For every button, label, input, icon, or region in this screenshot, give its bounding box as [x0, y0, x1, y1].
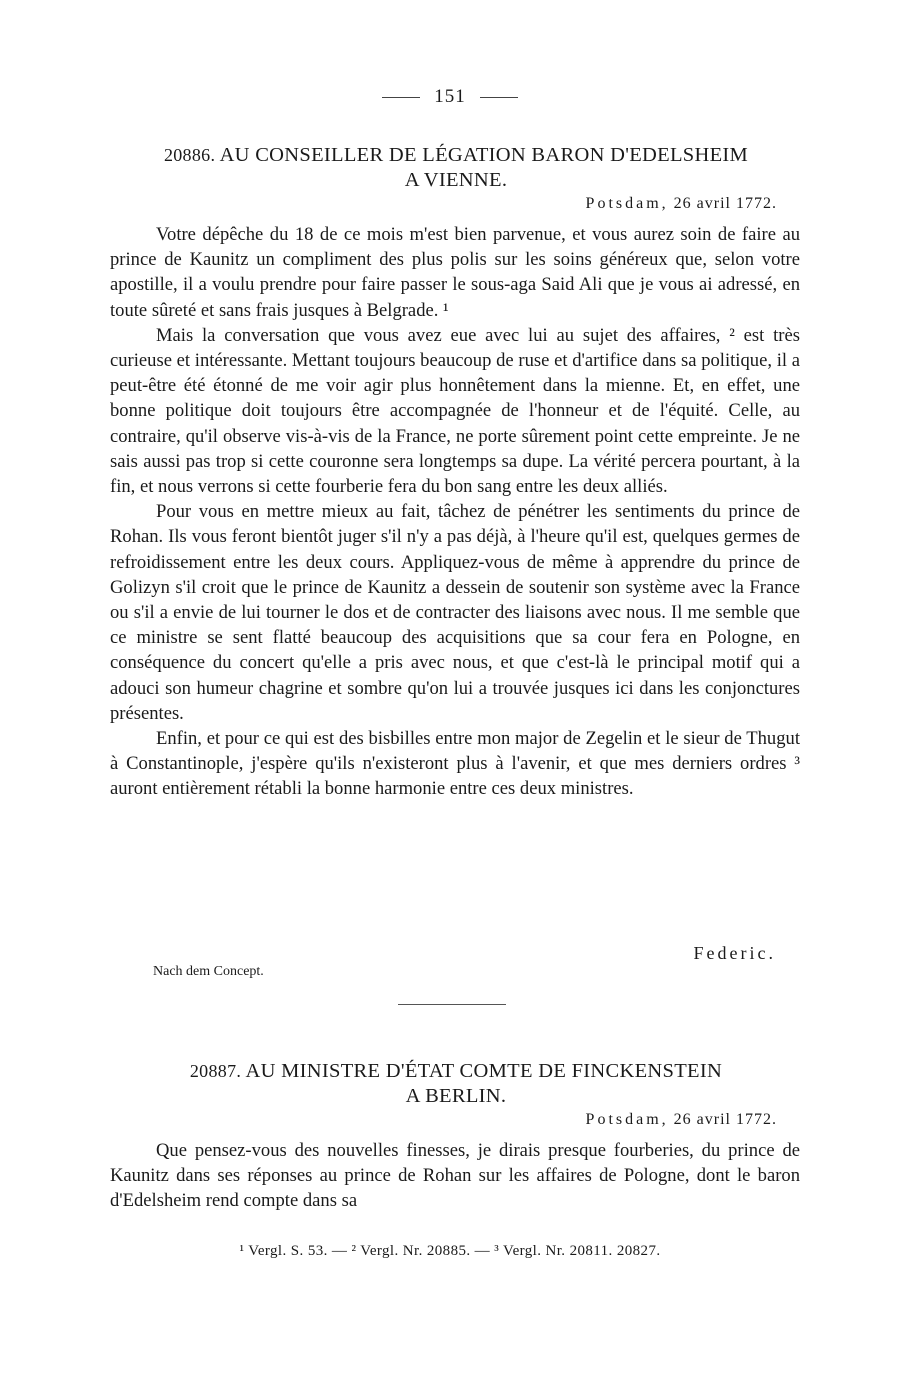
letter1-source: Nach dem Concept. [153, 964, 264, 979]
letter2-date: 26 avril 1772. [673, 1111, 777, 1128]
page-number-text: 151 [434, 86, 466, 107]
section-divider [398, 1004, 506, 1005]
letter1-title-line2: A VIENNE. [404, 169, 508, 191]
letter1-paragraph: Mais la conversation que vous avez eue avec lui au sujet des affaires, ² est très curieuse et intéressante. Mettant toujours beaucoup de ruse et d'artifice dans sa politique, il a peut-être été étonné de me voir agir plus honnêtement dans la mienne. Et, en effet, une bonne politique doit toujours être accompagnée de l'honneur et de l'équité. Celle, au contraire, qu'il observe vis-à-vis de la France, ne porte sûrement point cette empreinte. Je ne sais aussi pas trop si cette couronne sera longtemps sa dupe. La vérité percera pourtant, à la fin, et nous verrons si cette fourberie fera du bon sang entre les deux alliés. [110, 324, 800, 498]
letter2-paragraph: Que pensez-vous des nouvelles finesses, je dirais presque fourberies, du prince de Kaunitz dans ses réponses au prince de Rohan sur les affaires de Pologne, dont le baron d'Edelsheim rend compte dans sa [110, 1140, 800, 1212]
letter1-paragraph: Votre dépêche du 18 de ce mois m'est bien parvenue, et vous aurez soin de faire au prince de Kaunitz un compliment des plus polis sur les soins généreux que, selon votre apostille, il a voulu prendre pour faire passer le sous-aga Said Ali que je vous ai adressé, en toute sûreté et sans frais jusques à Belgrade. ¹ [110, 224, 800, 321]
page-number-dash-left [382, 97, 420, 98]
letter1-title-line1: AU CONSEILLER DE LÉGATION BARON D'EDELSHEIM [219, 144, 749, 166]
letter1-place: Potsdam, [585, 195, 669, 212]
letter2-place: Potsdam, [585, 1111, 669, 1128]
letter1-paragraph: Pour vous en mettre mieux au fait, tâchez de pénétrer les sentiments du prince de Rohan. Ils vous feront bientôt juger s'il n'y a pas déjà, à l'heure qu'il est, quelques germes de refroidissement entre les deux cours. Appliquez-vous de même à apprendre du prince de Golizyn s'il croit que le prince de Kaunitz a dessein de soutenir son système avec la France ou s'il a envie de lui tourner le dos et de contracter des liaisons avec nous. Il me semble que ce ministre se sent flatté beaucoup des acquisitions que sa cour fera en Pologne, en conséquence du concert qu'elle a pris avec nous, et que c'est-là le principal motif qui a adouci son humeur chagrine et sombre qu'on lui a trouvée jusques ici dans les conjonctures présentes. [110, 501, 800, 724]
footnotes: ¹ Vergl. S. 53. — ² Vergl. Nr. 20885. — ³ Vergl. Nr. 20811. 20827. [239, 1243, 661, 1259]
letter2-dateline [586, 1111, 777, 1129]
letter1-signature: Federic. [693, 943, 776, 963]
letter1-body [110, 222, 800, 802]
page-number [0, 86, 900, 108]
letter1-date: 26 avril 1772. [673, 195, 777, 212]
letter2-number: 20887. [189, 1061, 242, 1081]
letter2-title-line2: A BERLIN. [405, 1085, 507, 1107]
letter2-body [110, 1138, 800, 1214]
letter1-dateline [586, 195, 777, 213]
letter2-title-line1: AU MINISTRE D'ÉTAT COMTE DE FINCKENSTEIN [245, 1060, 723, 1082]
letter1-heading [110, 143, 802, 193]
letter2-heading [110, 1059, 802, 1109]
letter1-number: 20886. [163, 145, 216, 165]
page-number-dash-right [480, 97, 518, 98]
letter1-paragraph: Enfin, et pour ce qui est des bisbilles entre mon major de Zegelin et le sieur de Thugut à Constantinople, j'espère qu'ils n'existeront plus à l'avenir, et que mes derniers ordres ³ auront entièrement rétabli la bonne harmonie entre ces deux ministres. [110, 728, 800, 800]
